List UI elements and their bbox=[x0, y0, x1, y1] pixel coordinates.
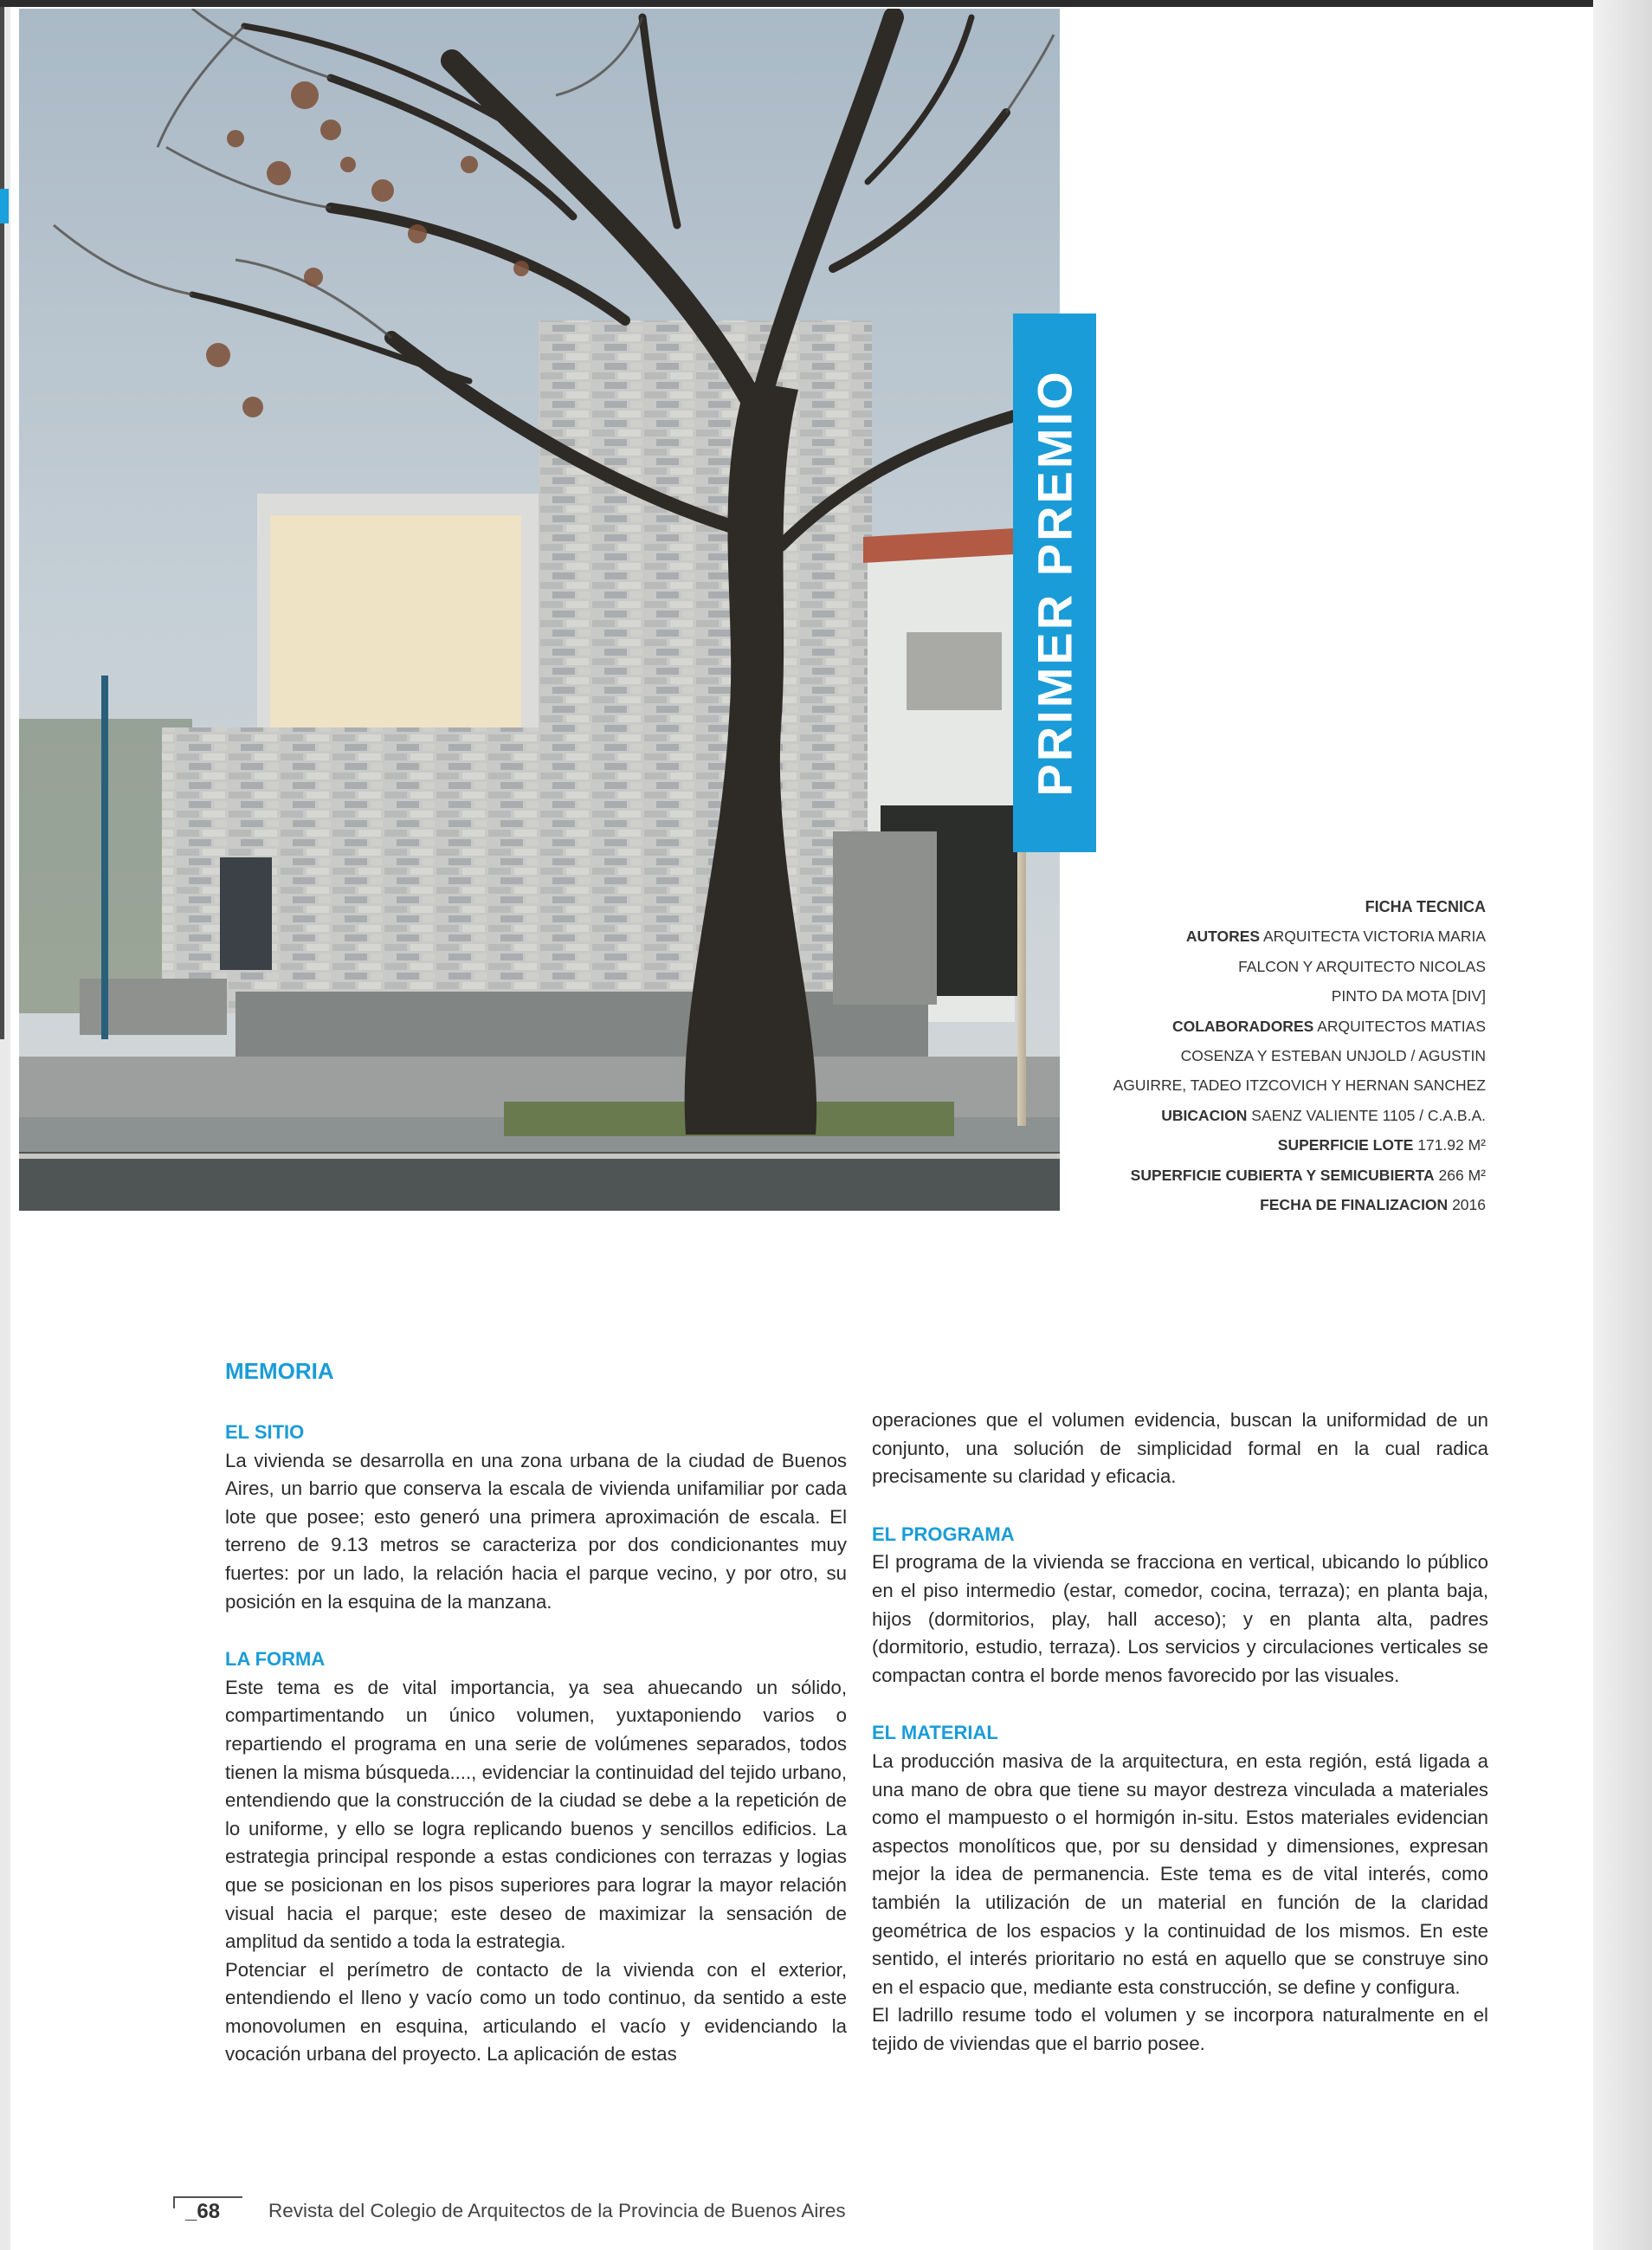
forma-paragraph-1: Este tema es de vital importancia, ya sea ahuecando un sólido, compartimentando un único volumen, yuxtaponiendo varios o repartiendo el programa en una serie de volúmenes separados, todos tienen la misma búsqueda...., evidenciar la continuidad del tejido urbano, entendiendo que la construcción de la ciudad se debe a la repetición de lo uniforme, y ello se logra replicando buenos y sencillos edificios. La estrategia principal responde a estas condiciones con terrazas y logias que se posicionan en los pisos superiores para lograr la mayor relación visual hacia el parque; este deseo de maximizar la sensación de amplitud da sentido a toda la estrategia. bbox=[225, 1676, 847, 1953]
footer-tick bbox=[173, 2196, 175, 2208]
house-photograph bbox=[19, 9, 1060, 1211]
ficha-tecnica bbox=[1039, 892, 1486, 1219]
ficha-heading: FICHA TECNICA bbox=[1365, 898, 1486, 915]
ficha-row: PINTO DA MOTA [DIV] bbox=[1331, 987, 1486, 1005]
ficha-row: AUTORES ARQUITECTA VICTORIA MARIA bbox=[1185, 928, 1486, 946]
scan-edge-top bbox=[0, 0, 1652, 7]
ficha-row: UBICACION SAENZ VALIENTE 1105 / C.A.B.A. bbox=[1161, 1106, 1486, 1124]
article-column-right bbox=[872, 1406, 1488, 2058]
memoria-title: MEMORIA bbox=[225, 1358, 334, 1384]
material-paragraph-2: El ladrillo resume todo el volumen y se incorpora naturalmente en el tejido de viviendas que el barrio posee. bbox=[872, 2004, 1488, 2054]
material-paragraph-1: La producción masiva de la arquitectura, en esta región, está ligada a una mano de obra que tiene su mayor destreza vinculada a materiales como el mampuesto o el hormigón in-situ. Estos materiales evidencian aspectos monolíticos que, por su densidad y dimensiones, expresan mejor la idea de permanencia. Este tema es de vital interés, como también la utilización de un material en función de la claridad geométrica de los espacios y la continuidad de los mismos. En este sentido, el interés prioritario no está en aquello que se construye sino en el espacio que, mediante esta construcción, se define y configura. bbox=[872, 1749, 1488, 1998]
ficha-row: SUPERFICIE CUBIERTA Y SEMICUBIERTA 266 M² bbox=[1130, 1166, 1486, 1184]
page-tab-marker bbox=[0, 189, 9, 223]
ficha-row: COSENZA Y ESTEBAN UNJOLD / AGUSTIN bbox=[1180, 1047, 1486, 1065]
section-heading-programa: EL PROGRAMA bbox=[872, 1523, 1015, 1545]
scan-edge-left-shadow bbox=[0, 0, 4, 1039]
publication-name: Revista del Colegio de Arquitectos de la Provincia de Buenos Aires bbox=[268, 2200, 846, 2221]
programa-paragraph: El programa de la vivienda se fracciona en vertical, ubicando lo público en el piso intermedio (estar, comedor, cocina, terraza); en planta baja, hijos (dormitorios, play, hall acceso); y en planta alta, padres (dormitorio, estudio, terraza). Los servicios y circulaciones verticales se compactan contra el borde menos favorecido por las visuales. bbox=[872, 1551, 1488, 1686]
ficha-row: COLABORADORES ARQUITECTOS MATIAS bbox=[1171, 1017, 1486, 1035]
ficha-row: SUPERFICIE LOTE 171.92 M² bbox=[1277, 1136, 1486, 1154]
section-heading-sitio: EL SITIO bbox=[225, 1421, 305, 1443]
ribbon-label: PRIMER PREMIO bbox=[1027, 369, 1082, 797]
article-column-left bbox=[225, 1419, 847, 2069]
forma-paragraph-3: operaciones que el volumen evidencia, buscan la uniformidad de un conjunto, una solución de simplicidad formal en la cual radica precisamente su claridad y eficacia. bbox=[872, 1409, 1488, 1488]
section-heading-forma: LA FORMA bbox=[225, 1648, 326, 1671]
ficha-row: AGUIRRE, TADEO ITZCOVICH Y HERNAN SANCHEZ bbox=[1113, 1077, 1486, 1095]
ficha-row: FECHA DE FINALIZACION 2016 bbox=[1260, 1196, 1486, 1214]
page-fold-edge bbox=[1593, 0, 1652, 2250]
forma-paragraph-2: Potenciar el perímetro de contacto de la vivienda con el exterior, entendiendo el lleno y vacío como un todo continuo, da sentido a este monovolumen en esquina, articulando el vacío y evidenciando la vocación urbana del proyecto. La aplicación de estas bbox=[225, 1958, 847, 2066]
ficha-row: FALCON Y ARQUITECTO NICOLAS bbox=[1238, 957, 1486, 975]
primer-premio-ribbon bbox=[1013, 314, 1096, 852]
footer-rule bbox=[173, 2196, 242, 2198]
ribbon-pole bbox=[1017, 852, 1026, 1126]
page-number: _68 bbox=[185, 2200, 221, 2223]
section-heading-material: EL MATERIAL bbox=[872, 1722, 998, 1744]
sitio-paragraph: La vivienda se desarrolla en una zona urbana de la ciudad de Buenos Aires, un barrio que conserva la escala de vivienda unifamiliar por cada lote que posee; esto generó una primera aproximación de escala. El terreno de 9.13 metros se caracteriza por dos condicionantes muy fuertes: por un lado, la relación hacia el parque vecino, y por otro, su posición en la esquina de la manzana. bbox=[225, 1449, 847, 1613]
